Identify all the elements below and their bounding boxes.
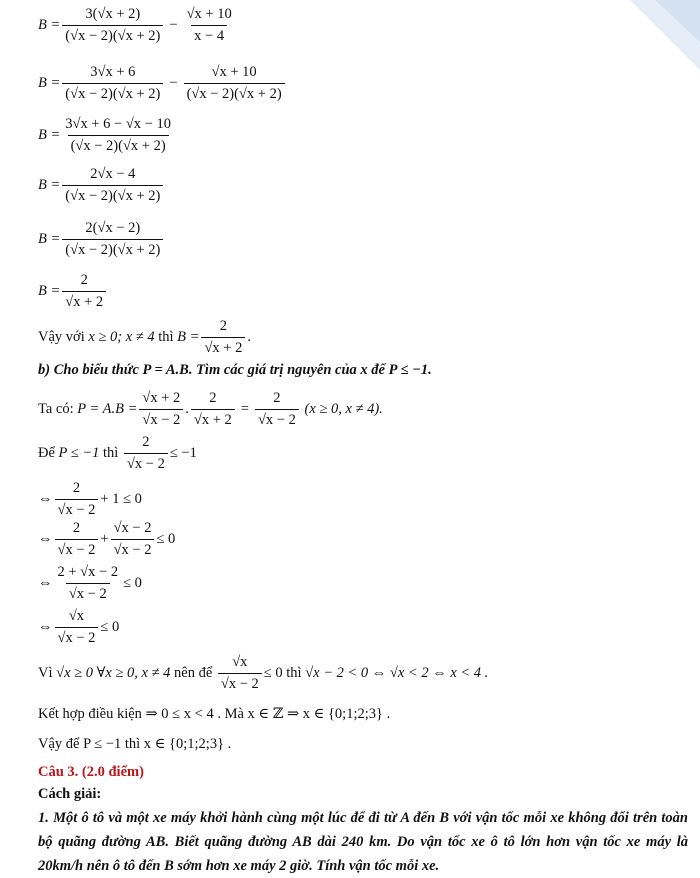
- vi-line: Vì √x ≥ 0 ∀x ≥ 0, x ≠ 4 nên để $\frac{√x}{√x - 2}$ ≤ 0 thì √x − 2 < 0 ⇔ √x < 2 ⇔ x < 4 .: [38, 654, 489, 692]
- step-1-lhs: B =: [38, 17, 61, 33]
- equiv-2-fraction-1: $\frac{2}{√x - 2}$: [55, 520, 99, 559]
- equiv-3-fraction: $\frac{2 + √x - 2}{√x - 2}$: [57, 564, 119, 602]
- cau-3-heading: Câu 3. (2.0 điểm): [38, 764, 144, 780]
- equiv-4-fraction: $\frac{√x}{√x - 2}$: [55, 608, 99, 647]
- step-6-fraction: $\frac{2}{√x + 2}$: [62, 272, 106, 311]
- problem-1-text: 1. Một ô tô và một xe máy khởi hành cùng một lúc để đi từ A đến B với vận tốc mỗi xe không đổi trên toàn bộ quãng đường AB. Biết quãng đường AB dài 240 km. Do vận tốc xe ô tô lớn hơn vận tốc xe máy là 20km/h nên ô tô đến B sớm hơn xe máy 2 giờ. Tính vận tốc mỗi xe.: [38, 810, 688, 874]
- step-5: B = $\frac{2(√x - 2)}{(√x - 2)(√x + 2)}$: [38, 220, 165, 259]
- conclusion-a: Vậy với x ≥ 0; x ≠ 4 thì B = $\frac{2}{√x + 2}$ .: [38, 318, 251, 356]
- step-4: B = $\frac{2√x - 4}{(√x - 2)(√x + 2)}$: [38, 166, 165, 205]
- equiv-2-fraction-2: $\frac{√x - 2}{√x - 2}$: [111, 520, 155, 559]
- step-1-fraction: $\frac{3(√x + 2)}{(√x - 2)(√x + 2)}$: [62, 6, 163, 45]
- equiv-1-fraction: $\frac{2}{√x - 2}$: [55, 480, 99, 519]
- corner-decoration: [610, 0, 700, 70]
- equiv-step-3: ⇔ $\frac{2 + √x - 2}{√x - 2}$ ≤ 0: [38, 564, 142, 602]
- vay-b-line: Vậy để P ≤ −1 thì x ∈ {0;1;2;3} .: [38, 736, 232, 752]
- step-5-fraction: $\frac{2(√x - 2)}{(√x - 2)(√x + 2)}$: [62, 220, 163, 259]
- ta-co-fraction-2: $\frac{2}{√x + 2}$: [191, 390, 235, 429]
- equiv-step-2: ⇔ $\frac{2}{√x - 2}$ + $\frac{√x - 2}{√x - 2}$ ≤ 0: [38, 520, 176, 558]
- vi-fraction: $\frac{√x}{√x - 2}$: [218, 654, 262, 693]
- step-1: B = $\frac{3(√x + 2)}{(√x - 2)(√x + 2)}$ − $\frac{√x + 10}{x - 4}$: [38, 6, 237, 45]
- step-3: B = $\frac{3√x + 6 - √x - 10}{(√x - 2)(√x + 2)}$: [38, 116, 176, 155]
- cach-giai-label: Cách giải:: [38, 786, 102, 802]
- equiv-step-1: ⇔ $\frac{2}{√x - 2}$ + 1 ≤ 0: [38, 480, 142, 518]
- step-2-fraction: $\frac{3√x + 6}{(√x - 2)(√x + 2)}$: [62, 64, 163, 103]
- step-4-fraction: $\frac{2√x - 4}{(√x - 2)(√x + 2)}$: [62, 166, 163, 205]
- conclusion-a-fraction: $\frac{2}{√x + 2}$: [201, 318, 245, 357]
- de-fraction: $\frac{2}{√x - 2}$: [124, 434, 168, 473]
- equiv-step-4: ⇔ $\frac{√x}{√x - 2}$ ≤ 0: [38, 608, 120, 646]
- ta-co-fraction-1: $\frac{√x + 2}{√x - 2}$: [139, 390, 183, 429]
- ta-co-fraction-3: $\frac{2}{√x - 2}$: [255, 390, 299, 429]
- part-b-title: b) Cho biểu thức P = A.B. Tìm các giá trị nguyên của x để P ≤ −1.: [38, 362, 432, 378]
- ket-hop-line: Kết hợp điều kiện ⇒ 0 ≤ x < 4 . Mà x ∈ ℤ ⇒ x ∈ {0;1;2;3} .: [38, 706, 391, 722]
- step-2: B = $\frac{3√x + 6}{(√x - 2)(√x + 2)}$ − $\frac{√x + 10}{(√x - 2)(√x + 2)}$: [38, 64, 287, 103]
- step-1-fraction-2: $\frac{√x + 10}{x - 4}$: [186, 6, 232, 44]
- ta-co-line: Ta có: P = A.B = $\frac{√x + 2}{√x - 2}$ . $\frac{2}{√x + 2}$ = $\frac{2}{√x - 2}$ (x ≥ 0, x ≠ 4).: [38, 390, 383, 428]
- step-6: B = $\frac{2}{√x + 2}$: [38, 272, 108, 311]
- step-3-fraction: $\frac{3√x + 6 - √x - 10}{(√x - 2)(√x + 2)}$: [65, 116, 171, 154]
- de-line: Để P ≤ −1 thì $\frac{2}{√x - 2}$ ≤ −1: [38, 434, 197, 472]
- step-2-fraction-2: $\frac{√x + 10}{(√x - 2)(√x + 2)}$: [184, 64, 285, 103]
